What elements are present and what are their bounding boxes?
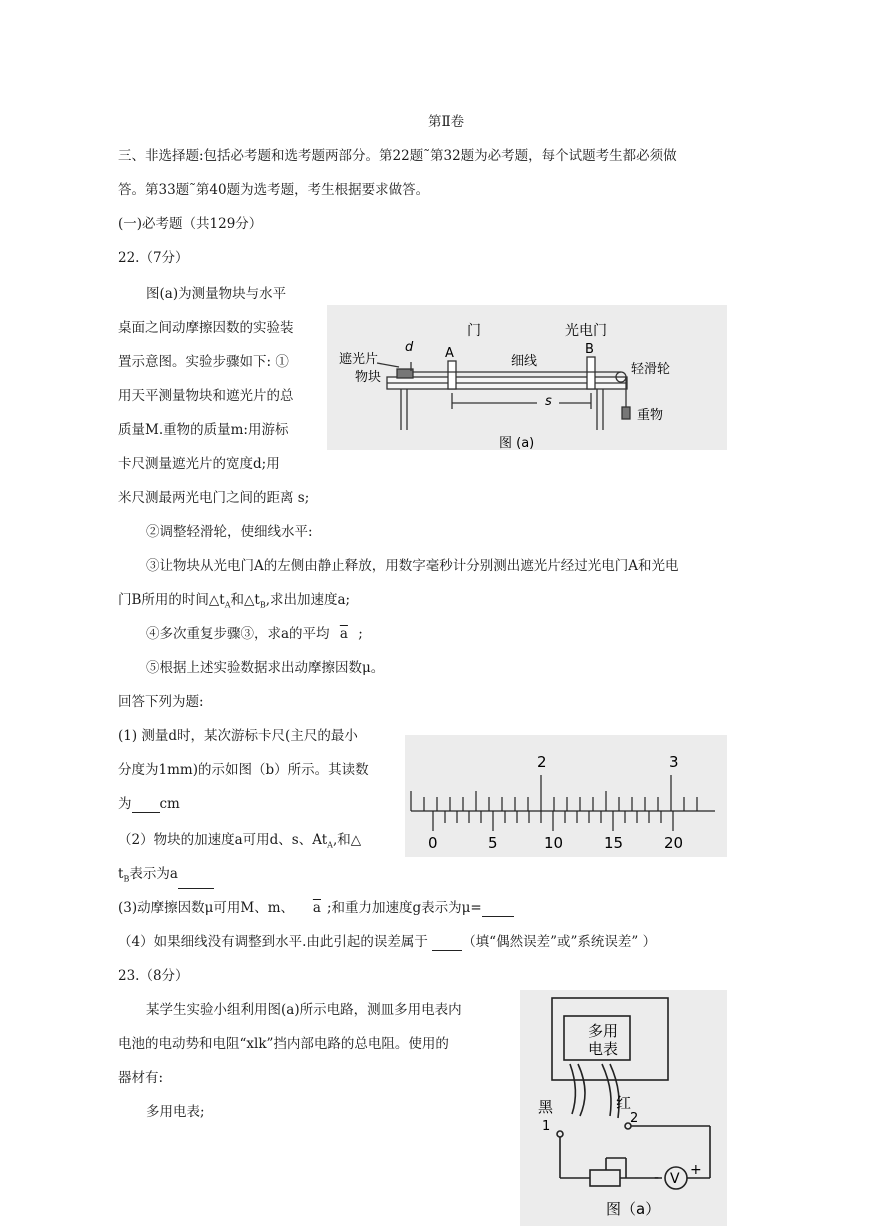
- q22-sub2-line-2: $t_B$表示为a: [118, 865, 214, 889]
- vernier-scale-label: 5: [488, 834, 498, 852]
- fig-a-label-block: 物块: [355, 370, 382, 385]
- voltmeter-minus-label: -: [654, 1170, 660, 1186]
- q23-line: 电池的电动势和电阻“xlk”挡内部电路的总电阻。使用的: [118, 1036, 449, 1052]
- q22-intro-line: 桌面之间动摩擦因数的实验装: [118, 320, 294, 336]
- circuit-caption: 图（a）: [606, 1200, 661, 1218]
- vernier-scale-label: 0: [428, 834, 438, 852]
- figure-vernier-caliper: [405, 735, 727, 857]
- fig-a-label-d: d: [405, 340, 414, 355]
- section-intro-line-1: 三、非选择题:包括必考题和选考题两部分。第22题˜第32题为必考题，每个试题考生都必须做: [118, 148, 677, 164]
- q22-intro-line: 米尺测最两光电门之间的距离 s;: [118, 490, 310, 506]
- label-red: 红: [616, 1094, 632, 1112]
- fig-a-caption: 图 (a): [499, 436, 535, 450]
- q22-step-4: ④多次重复步骤③，求a的平均 $\overline{a}$ ;: [146, 626, 363, 642]
- q23-number: 23.（8分）: [118, 968, 189, 984]
- vernier-scale-label: 15: [604, 834, 624, 852]
- voltmeter-V-label: V: [670, 1171, 680, 1187]
- label-black: 黑: [538, 1098, 554, 1116]
- q22-step-2: ②调整轻滑轮，使细线水平:: [146, 524, 313, 540]
- q23-line: 某学生实验小组利用图(a)所示电路，测皿多用电表内: [146, 1002, 462, 1018]
- caliper-scales: [411, 775, 715, 831]
- meter-label-line-2: 电表: [588, 1040, 619, 1058]
- q23-item-1: 多用电表;: [146, 1104, 205, 1120]
- vernier-scale-label: 10: [544, 834, 564, 852]
- answer-blank: [132, 798, 160, 813]
- fig-a-label-gate-left: 门: [467, 323, 481, 339]
- fig-a-label-string: 细线: [511, 354, 538, 369]
- fig-a-label-pulley: 轻滑轮: [631, 362, 671, 377]
- q22-answer-prompt: 回答下列为题:: [118, 694, 204, 710]
- answer-blank: [432, 936, 462, 951]
- q22-step-3-line-2: 门B所用的时间$\triangle t_A$和$\triangle t_B$,求出加速度a;: [118, 592, 351, 610]
- fig-a-label-B: B: [585, 342, 594, 357]
- fig-a-label-gate: 光电门: [565, 323, 607, 339]
- q22-sub3: (3)动摩擦因数μ可用M、m、 $\overline{a}$ ;和重力加速度g表示为μ=: [118, 899, 514, 917]
- q22-intro-line: 置示意图。实验步骤如下: ①: [118, 354, 289, 370]
- q22-sub1-line-3: 为 cm: [118, 796, 180, 812]
- figure-circuit: [520, 990, 727, 1226]
- subsection-title: (一)必考题（共129分）: [118, 216, 263, 232]
- terminal-1-label: 1: [542, 1119, 551, 1134]
- main-scale-label: 3: [669, 753, 679, 771]
- q22-step-5: ⑤根据上述实验数据求出动摩擦因数μ。: [146, 660, 385, 676]
- q22-sub1-line-2: 分度为1mm)的示如图（b）所示。其读数: [118, 762, 369, 778]
- fig-a-label-weight: 重物: [637, 408, 664, 423]
- vernier-scale-label: 20: [664, 834, 684, 852]
- q22-sub1-line-1: (1) 测量d时，某次游标卡尺(主尺的最小: [118, 728, 358, 744]
- main-scale-label: 2: [537, 753, 547, 771]
- section-intro-line-2: 答。第33题˜第40题为选考题，考生根据要求做答。: [118, 182, 430, 198]
- answer-blank: [482, 902, 514, 917]
- fig-a-label-s: s: [545, 394, 552, 409]
- meter-label-line-1: 多用: [588, 1022, 619, 1040]
- answer-blank: [178, 874, 214, 889]
- volume-title: 第Ⅱ卷: [428, 114, 465, 130]
- fig-a-label-shade: 遮光片: [339, 352, 379, 367]
- q22-sub2-line-1: （2）物块的加速度a可用d、s、$At_A$,和△: [118, 832, 362, 850]
- q22-intro-line: 用天平测量物块和遮光片的总: [118, 388, 294, 404]
- figure-apparatus: [327, 305, 727, 450]
- voltmeter-plus-label: +: [690, 1162, 702, 1178]
- q22-intro-line: 卡尺测量遮光片的宽度d;用: [118, 456, 280, 472]
- q22-number: 22.（7分）: [118, 250, 189, 266]
- q22-intro-line: 图(a)为测量物块与水平: [146, 286, 287, 302]
- q22-intro-line: 质量M.重物的质量m:用游标: [118, 422, 289, 438]
- terminal-2-label: 2: [630, 1111, 639, 1126]
- q22-sub4: （4）如果细线没有调整到水平.由此引起的误差属于 （填“偶然误差”或”系统误差” ）: [118, 934, 657, 950]
- fig-a-label-A: A: [445, 346, 454, 361]
- q23-line: 器材有:: [118, 1070, 164, 1086]
- q22-step-3-line-1: ③让物块从光电门A的左侧由静止释放，用数字毫秒计分别测出遮光片经过光电门A和光电: [146, 558, 679, 574]
